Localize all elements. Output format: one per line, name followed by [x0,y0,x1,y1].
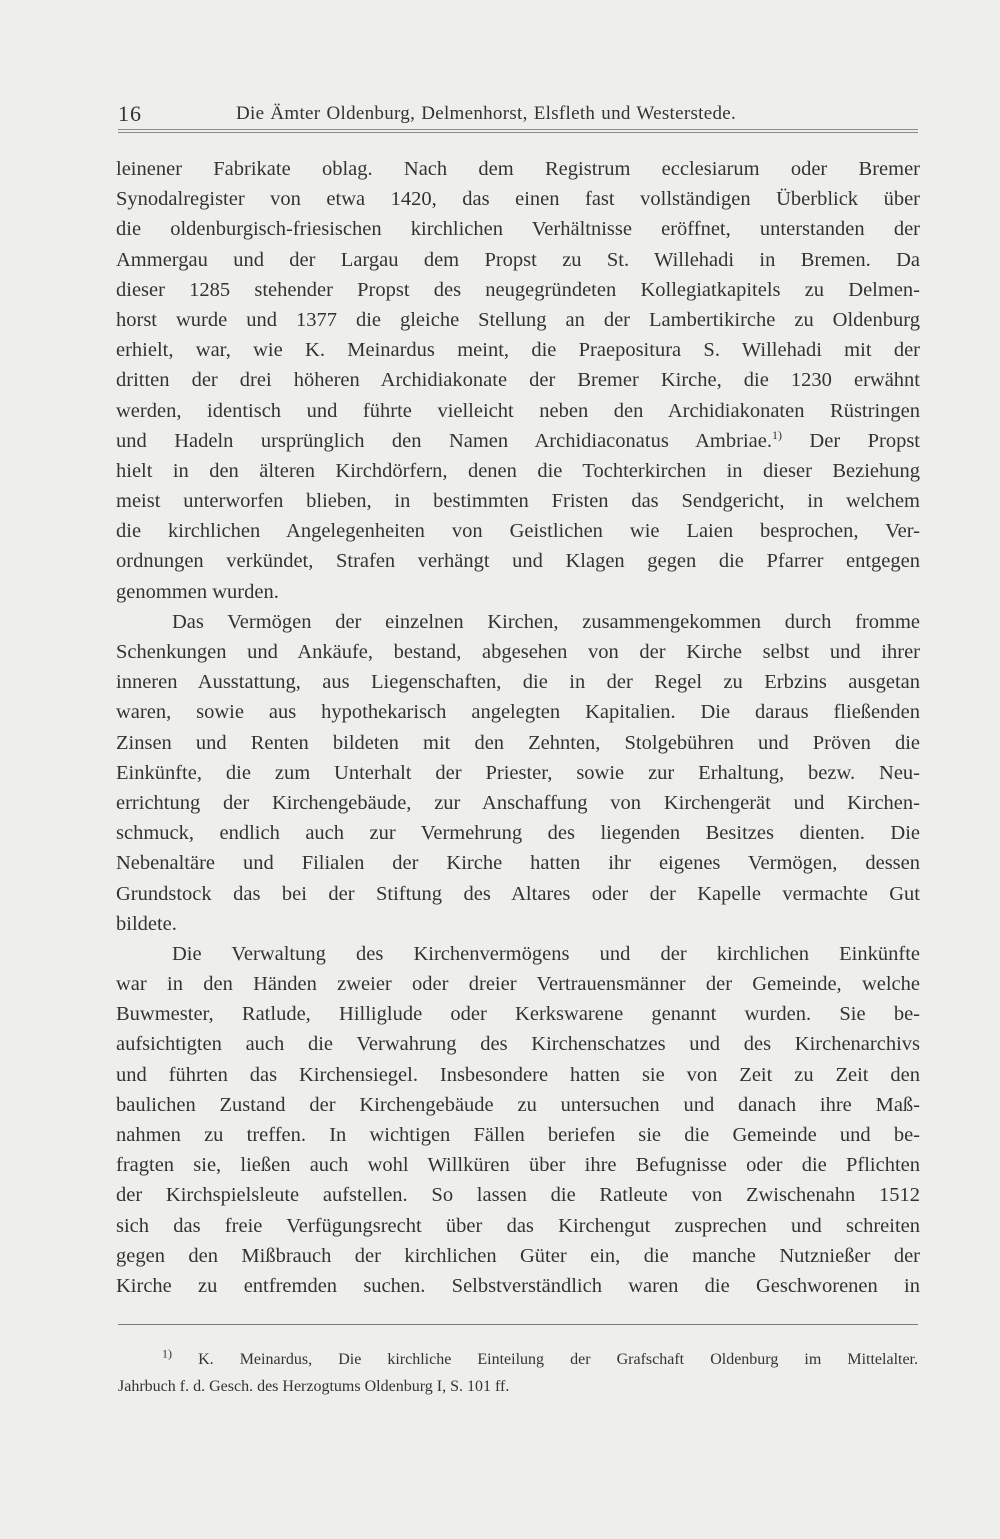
text-line: meist unterworfen blieben, in bestimmten Fristen das Sendgericht, in welchem [116,490,920,513]
text-line: der Kirchspielsleute aufstellen. So lassen die Ratleute von Zwischenahn 1512 [116,1184,920,1207]
text-line: Buwmester, Ratlude, Hilliglude oder Kerkswarene genannt wurden. Sie be- [116,1003,920,1026]
footnote-rule [118,1324,918,1325]
running-title: Die Ämter Oldenburg, Delmenhorst, Elsfleth und Westerstede. [236,103,737,124]
text-line: waren, sowie aus hypothekarisch angelegten Kapitalien. Die daraus fließenden [116,701,920,724]
text-line: dieser 1285 stehender Propst des neugegründeten Kollegiatkapitels zu Delmen- [116,278,920,301]
footnote-reference[interactable]: 1) [771,427,782,442]
text-line: schmuck, endlich auch zur Vermehrung des liegenden Besitzes dienten. Die [116,822,920,845]
text-line-part: Der Propst [809,429,920,452]
text-line: hielt in den älteren Kirchdörfern, denen die Tochterkirchen in dieser Beziehung [116,459,920,482]
body-text [116,154,920,1301]
text-line: dritten der drei höheren Archidiakonate der Bremer Kirche, die 1230 erwähnt [116,369,920,392]
text-line: und führten das Kirchensiegel. Insbesondere hatten sie von Zeit zu Zeit den [116,1063,920,1086]
text-line: Die Verwaltung des Kirchenvermögens und der kirchlichen Einkünfte [172,942,920,965]
text-line: erhielt, war, wie K. Meinardus meint, die Praepositura S. Willehadi mit der [116,339,920,362]
text-line: die kirchlichen Angelegenheiten von Geistlichen wie Laien besprochen, Ver- [116,520,920,543]
page-number: 16 [118,101,142,126]
text-line: Grundstock das bei der Stiftung des Altares oder der Kapelle vermachte Gut [116,882,920,905]
text-line: Ammergau und der Largau dem Propst zu St. Willehadi in Bremen. Da [116,248,920,271]
footnote-line: Jahrbuch f. d. Gesch. des Herzogtums Oldenburg I, S. 101 ff. [118,1378,510,1395]
text-line: Einkünfte, die zum Unterhalt der Priester, sowie zur Erhaltung, bezw. Neu- [116,761,920,784]
footnote-line [118,1346,918,1373]
text-line: Kirche zu entfremden suchen. Selbstverständlich waren die Geschworenen in [116,1274,920,1297]
text-line: errichtung der Kirchengebäude, zur Anschaffung von Kirchengerät und Kirchen- [116,791,920,814]
text-line: Das Vermögen der einzelnen Kirchen, zusammengekommen durch fromme [172,610,920,633]
text-line: genommen wurden. [116,580,279,603]
text-line-part: und Hadeln ursprünglich den Namen Archidiaconatus Ambriae. [116,429,772,452]
text-line: aufsichtigten auch die Verwahrung des Kirchenschatzes und des Kirchenarchivs [116,1033,920,1056]
text-line: leinener Fabrikate oblag. Nach dem Registrum ecclesiarum oder Bremer [116,158,920,180]
footnotes [118,1346,918,1400]
text-line: Synodalregister von etwa 1420, das einen fast vollständigen Überblick über [116,188,920,211]
text-line: ordnungen verkündet, Strafen verhängt und Klagen gegen die Pfarrer entgegen [116,550,920,573]
text-line: war in den Händen zweier oder dreier Vertrauensmänner der Gemeinde, welche [116,973,920,996]
text-line: Nebenaltäre und Filialen der Kirche hatten ihr eigenes Vermögen, dessen [116,852,920,875]
text-line: die oldenburgisch-friesischen kirchlichen Verhältnisse eröffnet, unterstanden der [116,218,920,241]
text-line: inneren Ausstattung, aus Liegenschaften, die in der Regel zu Erbzins ausgetan [116,671,920,694]
footnote-text: K. Meinardus, Die kirchliche Einteilung der Grafschaft Oldenburg im Mittelalter. [198,1351,919,1368]
text-line: fragten sie, ließen auch wohl Willküren über ihre Befugnisse oder die Pflichten [116,1154,920,1177]
text-line: gegen den Mißbrauch der kirchlichen Güter ein, die manche Nutznießer der [116,1244,920,1267]
header-rule [118,129,918,133]
text-line: horst wurde und 1377 die gleiche Stellung an der Lambertikirche zu Oldenburg [116,308,920,331]
text-line: bildete. [116,912,177,935]
text-line: nahmen zu treffen. In wichtigen Fällen beriefen sie die Gemeinde und be- [116,1124,920,1146]
text-line-with-footnote [116,426,920,456]
text-line: Zinsen und Renten bildeten mit den Zehnten, Stolgebühren und Pröven die [116,731,920,754]
text-line: baulichen Zustand der Kirchengebäude zu untersuchen und danach ihre Maß- [116,1093,920,1116]
text-line: sich das freie Verfügungsrecht über das Kirchengut zusprechen und schreiten [116,1214,920,1237]
text-line: werden, identisch und führte vielleicht neben den Archidiakonaten Rüstringen [116,399,920,422]
footnote-marker: 1) [162,1346,172,1361]
text-line: Schenkungen und Ankäufe, bestand, abgesehen von der Kirche selbst und ihrer [116,641,920,663]
